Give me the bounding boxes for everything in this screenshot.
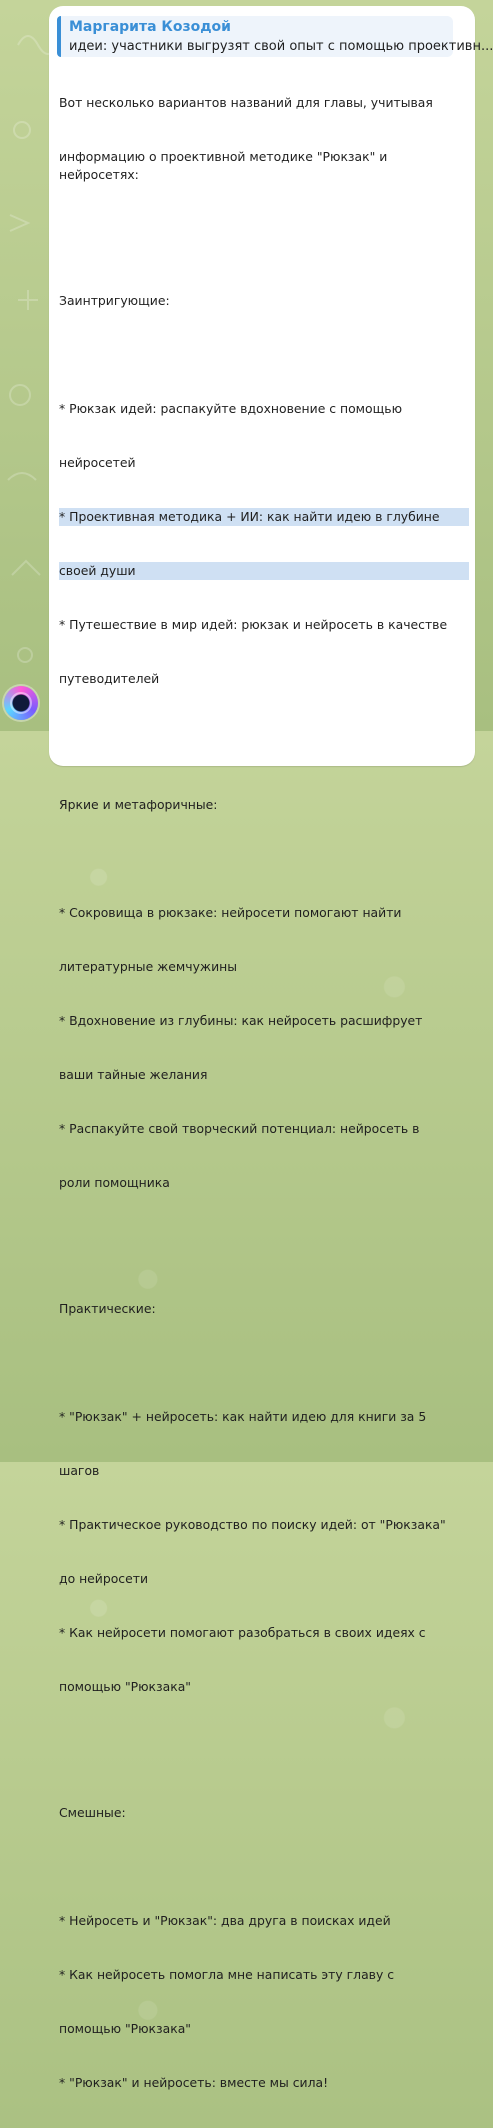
highlighted-message-line: * Проективная методика + ИИ: как найти идею в глубине	[59, 508, 469, 526]
message-line: * "Рюкзак" + нейросеть: как найти идею для книги за 5	[59, 1409, 427, 1424]
highlighted-message-line: своей души	[59, 562, 469, 580]
message-line: * Распакуйте свой творческий потенциал: нейросеть в	[59, 1121, 420, 1136]
message-line: помощью "Рюкзака"	[59, 1679, 191, 1694]
blank-line	[59, 850, 469, 868]
message-line: шагов	[59, 1463, 100, 1478]
reply-accent-bar	[57, 16, 61, 57]
blank-line	[59, 220, 469, 238]
blank-line	[59, 724, 469, 742]
message-intro-line: информацию о проективной методике "Рюкзак" и нейросетях:	[59, 149, 392, 182]
message-line: * Рюкзак идей: распакуйте вдохновение с помощью	[59, 401, 403, 416]
message-line: литературные жемчужины	[59, 959, 238, 974]
message-line: путеводителей	[59, 671, 160, 686]
message-line: * "Рюкзак" и нейросеть: вместе мы сила!	[59, 2075, 329, 2090]
blank-line	[59, 1354, 469, 1372]
blank-line	[59, 1228, 469, 1246]
avatar-ring-icon	[10, 692, 32, 714]
reply-text: идеи: участники выгрузят свой опыт с помощью проективн...	[69, 39, 493, 54]
message-line: * Путешествие в мир идей: рюкзак и нейросеть в качестве	[59, 617, 448, 632]
sender-avatar[interactable]	[4, 686, 38, 720]
message-line: нейросетей	[59, 455, 136, 470]
message-line: ваши тайные желания	[59, 1067, 208, 1082]
reply-preview[interactable]	[57, 16, 493, 57]
blank-line	[59, 346, 469, 364]
section-heading: Заинтригующие:	[59, 293, 170, 308]
reply-author: Маргарита Козодой	[69, 19, 231, 35]
message-line: * Сокровища в рюкзаке: нейросети помогают найти	[59, 905, 402, 920]
message-text	[59, 58, 469, 2128]
message-line: помощью "Рюкзака"	[59, 2021, 191, 2036]
message-line: до нейросети	[59, 1571, 149, 1586]
message-line: * Как нейросети помогают разобраться в своих идеях с	[59, 1625, 426, 1640]
blank-line	[59, 1732, 469, 1750]
message-line: * Как нейросеть помогла мне написать эту главу с	[59, 1967, 395, 1982]
message-line: * Вдохновение из глубины: как нейросеть расшифрует	[59, 1013, 423, 1028]
section-heading: Практические:	[59, 1301, 156, 1316]
message-line: * Нейросеть и "Рюкзак": два друга в поисках идей	[59, 1913, 391, 1928]
message-line: роли помощника	[59, 1175, 170, 1190]
blank-line	[59, 1858, 469, 1876]
message-bubble[interactable]	[49, 6, 493, 2090]
message-line: * Практическое руководство по поиску идей: от "Рюкзака"	[59, 1517, 446, 1532]
message-intro-line: Вот несколько вариантов названий для главы, учитывая	[59, 95, 433, 110]
section-heading: Смешные:	[59, 1805, 126, 1820]
section-heading: Яркие и метафоричные:	[59, 797, 218, 812]
